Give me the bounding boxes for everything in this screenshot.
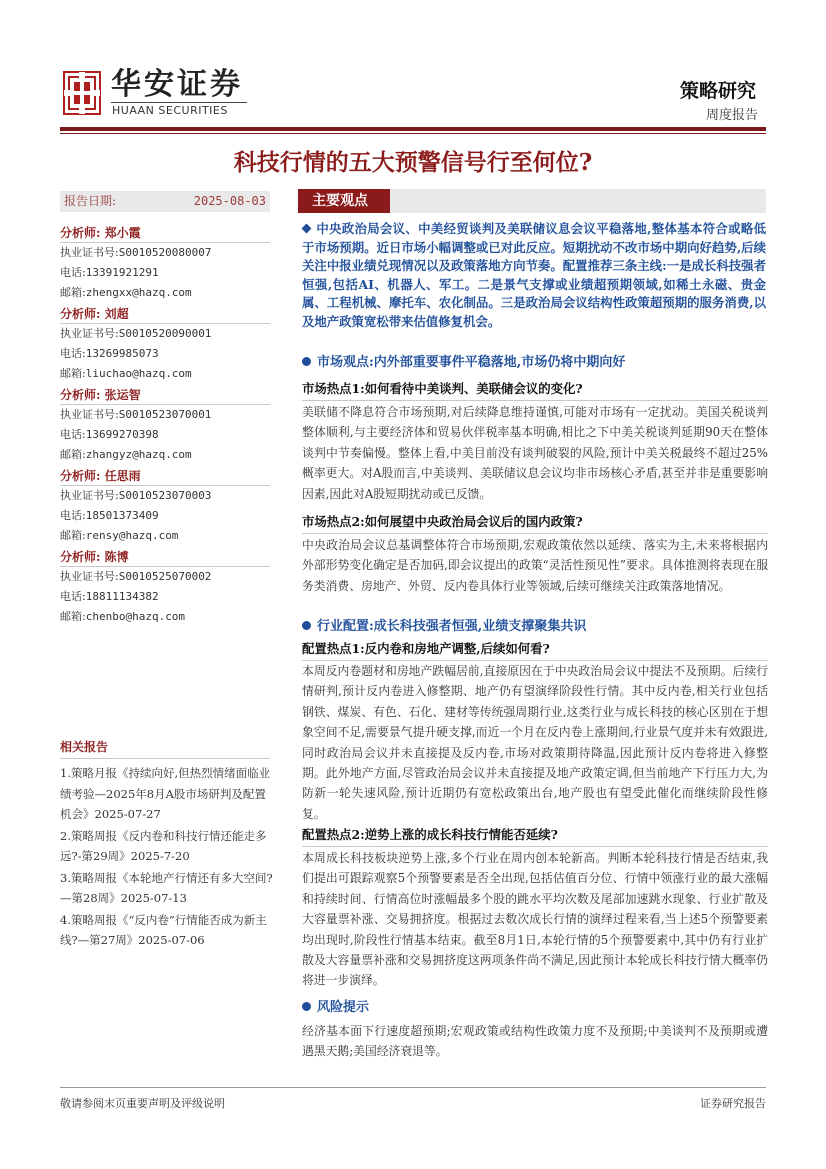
related-reports-heading: 相关报告 xyxy=(60,738,270,759)
related-report-item[interactable]: 3.策略周报《本轮地产行情还有多大空间?—第28周》2025-07-13 xyxy=(60,870,273,905)
page-title: 科技行情的五大预警信号行至何位? xyxy=(233,149,593,176)
related-report-item[interactable]: 1.策略月报《持续向好,但热烈情绪面临业绩考验—2025年8月A股市场研判及配置机会》2025-07-27 xyxy=(60,766,271,821)
footer-rule xyxy=(60,1087,766,1088)
circle-bullet-icon xyxy=(302,357,311,366)
analyst-name: 刘超 xyxy=(104,307,129,321)
summary-text: 中央政治局会议、中美经贸谈判及美联储议息会议平稳落地,整体基本符合或略低于市场预期。近日市场小幅调整或已对此反应。短期扰动不改市场中期向好趋势,后续关注中报业绩兑现情况以及政策落地方向节奏。配置推荐三条主线:一是成长科技强者恒强,包括AI、机器人、军工。二是景气支撑或业绩超预期领域,如稀土永磁、贵金属、工程机械、摩托车、农化制品。三是政治局会议结构性政策超预期的服务消费,以及地产政策宽松带来估值修复机会。 xyxy=(302,221,766,329)
analyst-phone: 电话:13699270398 xyxy=(60,428,159,441)
section-heading: 行业配置:成长科技强者恒强,业绩支撑聚集共识 xyxy=(302,615,586,634)
analyst-card xyxy=(60,224,270,303)
analyst-name-row: 分析师: 郑小霞 xyxy=(60,224,270,243)
analyst-name: 张运智 xyxy=(104,388,141,402)
summary-banner xyxy=(298,189,766,213)
analyst-phone: 电话:13391921291 xyxy=(60,266,159,279)
analyst-cert: 执业证书号:S0010520080007 xyxy=(60,246,212,259)
paragraph: 经济基本面下行速度超预期;宏观政策或结构性政策力度不及预期;中美谈判不及预期或遭遇黑天鹅;美国经济衰退等。 xyxy=(302,1024,768,1059)
analyst-name-row: 分析师: 任思雨 xyxy=(60,467,270,486)
analyst-cert: 执业证书号:S0010523070001 xyxy=(60,408,212,421)
analyst-cert: 执业证书号:S0010520090001 xyxy=(60,327,212,340)
report-date-bar xyxy=(60,191,270,212)
circle-bullet-icon xyxy=(302,621,311,630)
paragraph: 本周反内卷题材和房地产跌幅居前,直接原因在于中央政治局会议中提法不及预期。后续行情研判,预计反内卷进入修整期、地产仍有望演绎阶段性行情。其中反内卷,相关行业包括钢铁、煤炭、有色、石化、建材等传统强周期行业,这类行业与成长科技的核心区别在于想象空间不足,需要景气提升硬支撑,而近一个月在反内卷上涨期间,行业景气度并未有效跟进,同时政治局会议并未直接提及反内卷,市场对政策期待降温,因此预计反内卷将进入修整期。此外地产方面,尽管政治局会议并未直接提及地产政策定调,但当前地产下行压力大,为防新一轮失速风险,预计近期仍有宽松政策出台,地产股也有望受此催化而继续阶段性修复。 xyxy=(302,664,768,821)
footer-disclaimer: 敬请参阅末页重要声明及评级说明 xyxy=(60,1097,225,1110)
subsection-heading: 市场热点1:如何看待中美谈判、美联储会议的变化? xyxy=(302,379,768,401)
logo-text: 华安证券 xyxy=(111,67,243,102)
section-heading: 风险提示 xyxy=(302,996,369,1015)
report-type: 策略研究 xyxy=(679,80,756,102)
footer-label: 证券研究报告 xyxy=(700,1097,766,1110)
logo-subtext: HUAAN SECURITIES xyxy=(112,104,228,117)
paragraph: 本周成长科技板块逆势上涨,多个行业在周内创本轮新高。判断本轮科技行情是否结束,我们提出可跟踪观察5个预警要素是否全出现,包括估值百分位、行情中领涨行业的最大涨幅和持续时间、行情高位时涨幅最多个股的跳水平均次数及尾部加速跳水现象、行业扩散及大容量票补涨、交易拥挤度。根据过去数次成长行情的演绎过程来看,当上述5个预警要素均出现时,阶段性行情基本结束。截至8月1日,本轮行情的5个预警要素中,其中仍有行业扩散及大容量票补涨和交易拥挤度这两项条件尚不满足,因此预计本轮成长科技行情大概率仍将进一步演绎。 xyxy=(302,851,768,988)
section-heading: 市场观点:内外部重要事件平稳落地,市场仍将中期向好 xyxy=(302,351,625,370)
analyst-email[interactable]: 邮箱:rensy@hazq.com xyxy=(60,529,179,542)
related-report-item[interactable]: 4.策略周报《“反内卷”行情能否成为新主线?—第27周》2025-07-06 xyxy=(60,912,267,947)
analyst-email[interactable]: 邮箱:zhangyz@hazq.com xyxy=(60,448,192,461)
analyst-name: 陈博 xyxy=(104,550,129,564)
analyst-name-row: 分析师: 陈博 xyxy=(60,548,270,567)
analyst-email[interactable]: 邮箱:chenbo@hazq.com xyxy=(60,610,186,623)
analyst-phone: 电话:13269985073 xyxy=(60,347,159,360)
analyst-name-row: 分析师: 刘超 xyxy=(60,305,270,324)
circle-bullet-icon xyxy=(302,1002,311,1011)
analyst-email[interactable]: 邮箱:liuchao@hazq.com xyxy=(60,367,192,380)
header-rule xyxy=(60,127,766,131)
subsection-heading: 配置热点1:反内卷和房地产调整,后续如何看? xyxy=(302,639,768,661)
report-subtype: 周度报告 xyxy=(705,108,758,123)
analyst-cert: 执业证书号:S0010525070002 xyxy=(60,570,212,583)
analyst-name: 郑小霞 xyxy=(104,226,141,240)
related-report-item[interactable]: 2.策略周报《反内卷和科技行情还能走多远?-第29周》2025-7-20 xyxy=(60,828,267,863)
analyst-phone: 电话:18501373409 xyxy=(60,509,159,522)
analyst-phone: 电话:18811134382 xyxy=(60,590,159,603)
analyst-card xyxy=(60,386,270,465)
analyst-name: 任思雨 xyxy=(104,469,141,483)
analyst-card xyxy=(60,548,270,627)
subsection-heading: 市场热点2:如何展望中央政治局会议后的国内政策? xyxy=(302,512,768,534)
paragraph: 中央政治局会议总基调整体符合市场预期,宏观政策依然以延续、落实为主,未来将根据内外部形势变化确定是否加码,即会议提出的政策“灵活性预见性”要求。具体推测将表现在服务类消费、房地产、外贸、反内卷具体行业等领域,后续可继续关注政策落地情况。 xyxy=(302,538,768,593)
analyst-card xyxy=(60,305,270,384)
header-rule-thin xyxy=(60,133,766,134)
logo-divider xyxy=(111,102,247,103)
analyst-email[interactable]: 邮箱:zhengxx@hazq.com xyxy=(60,286,192,299)
paragraph: 美联储不降息符合市场预期,对后续降息维持谨慎,可能对市场有一定扰动。美国关税谈判整体顺利,与主要经济体和贸易伙伴税率基本明确,相比之下中美关税谈判延期90天在整体谈判中节奏偏慢。整体上看,中美目前没有谈判破裂的风险,预计中美关税最终不超过25%概率更大。对A股而言,中美谈判、美联储议息会议均非市场核心矛盾,甚至并非是重要影响因素,因此对A股短期扰动或已反馈。 xyxy=(302,405,768,501)
diamond-bullet-icon xyxy=(302,224,312,234)
report-date-label: 报告日期: xyxy=(64,194,117,208)
analyst-card xyxy=(60,467,270,546)
subsection-heading: 配置热点2:逆势上涨的成长科技行情能否延续? xyxy=(302,825,768,847)
logo-mark-icon xyxy=(63,71,101,115)
analyst-name-row: 分析师: 张运智 xyxy=(60,386,270,405)
analyst-cert: 执业证书号:S0010523070003 xyxy=(60,489,212,502)
related-reports-list xyxy=(60,763,274,952)
report-date-value: 2025-08-03 xyxy=(193,194,266,208)
summary-tab-label: 主要观点 xyxy=(298,189,390,213)
